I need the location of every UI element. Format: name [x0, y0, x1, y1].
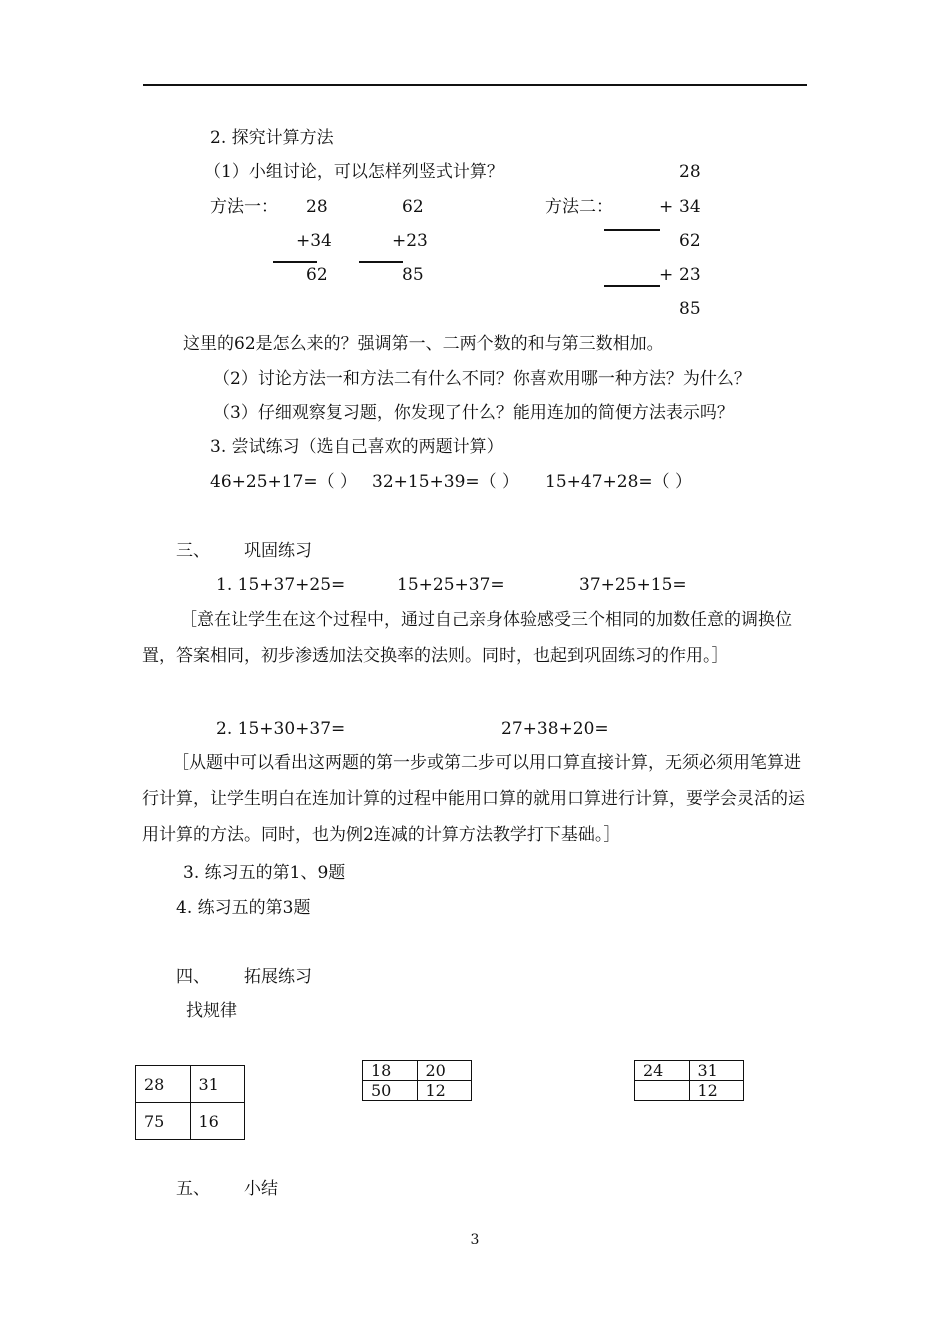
question-1: （1）小组讨论，可以怎样列竖式计算？ — [204, 162, 504, 182]
m2-plus1: + — [659, 197, 674, 217]
table-cell: 12 — [689, 1081, 744, 1101]
m1-b3: 85 — [402, 265, 424, 285]
table-cell: 31 — [689, 1061, 744, 1081]
question-3: （3）仔细观察复习题，你发现了什么？能用连加的简便方法表示吗？ — [213, 403, 734, 423]
table-cell: 20 — [417, 1061, 472, 1081]
table-cell: 75 — [136, 1103, 191, 1140]
note-paragraph-2: ［从题中可以看出这两题的第一步或第二步可以用口算直接计算，无须必须用笔算进行计算，让学生明白在连加计算的过程中能用口算的就用口算进行计算，要学会灵活的运用计算的方法。同时，也为例2连减的计算方法教学打下基础。］ — [142, 753, 805, 845]
m1-a3: 62 — [306, 265, 328, 285]
m1-a1: 28 — [306, 197, 328, 217]
explain-text: 这里的62是怎么来的？强调第一、二两个数的和与第三数相加。 — [183, 334, 664, 354]
m1-b-line — [359, 261, 403, 263]
table-cell — [635, 1081, 690, 1101]
pattern-table-1 — [135, 1065, 245, 1140]
method-one-label: 方法一： — [210, 197, 278, 217]
header-rule — [143, 84, 807, 86]
m2-r5: 85 — [679, 299, 701, 319]
m2-line-2 — [604, 285, 660, 287]
try-problem-3: 15+47+28=（ ） — [545, 472, 693, 492]
try-heading: 3. 尝试练习（选自己喜欢的两题计算） — [210, 437, 504, 457]
m2-plus2: + — [659, 265, 674, 285]
exercise-3: 3. 练习五的第1、9题 — [183, 863, 346, 883]
table-cell: 16 — [190, 1103, 245, 1140]
summary-number: 五、 — [176, 1179, 210, 1199]
m1-b1: 62 — [402, 197, 424, 217]
exercise-2b: 27+38+20= — [501, 719, 609, 739]
m2-line-1 — [604, 229, 660, 231]
consolidate-title: 巩固练习 — [244, 541, 312, 561]
try-problem-2: 32+15+39=（ ） — [372, 472, 520, 492]
m1-a2: +34 — [296, 231, 332, 251]
exercise-1c: 37+25+15= — [579, 575, 687, 595]
extend-number: 四、 — [176, 967, 210, 987]
pattern-title: 找规律 — [186, 1001, 237, 1021]
summary-title: 小结 — [244, 1179, 278, 1199]
m2-r2: 34 — [679, 197, 701, 217]
table-cell: 28 — [136, 1066, 191, 1103]
table-cell: 12 — [417, 1081, 472, 1101]
m1-a-line — [273, 261, 317, 263]
table-cell: 31 — [190, 1066, 245, 1103]
table-cell: 24 — [635, 1061, 690, 1081]
exercise-1a: 1. 15+37+25= — [216, 575, 346, 595]
m2-r1: 28 — [679, 162, 701, 182]
pattern-table-2 — [362, 1060, 472, 1101]
extend-title: 拓展练习 — [244, 967, 312, 987]
m2-r4: 23 — [679, 265, 701, 285]
pattern-table-3 — [634, 1060, 744, 1101]
exercise-1b: 15+25+37= — [397, 575, 505, 595]
table-cell: 50 — [363, 1081, 418, 1101]
consolidate-number: 三、 — [176, 541, 210, 561]
try-problem-1: 46+25+17=（ ） — [210, 472, 358, 492]
table-cell: 18 — [363, 1061, 418, 1081]
exercise-4: 4. 练习五的第3题 — [176, 898, 311, 918]
question-2: （2）讨论方法一和方法二有什么不同？你喜欢用哪一种方法？为什么？ — [213, 369, 751, 389]
page-number: 3 — [470, 1232, 480, 1248]
exercise-2a: 2. 15+30+37= — [216, 719, 346, 739]
section-heading: 2. 探究计算方法 — [210, 128, 334, 148]
m1-b2: +23 — [392, 231, 428, 251]
m2-r3: 62 — [679, 231, 701, 251]
method-two-label: 方法二： — [545, 197, 613, 217]
note-paragraph-1: ［意在让学生在这个过程中，通过自己亲身体验感受三个相同的加数任意的调换位置，答案相同，初步渗透加法交换率的法则。同时，也起到巩固练习的作用。］ — [142, 610, 792, 666]
